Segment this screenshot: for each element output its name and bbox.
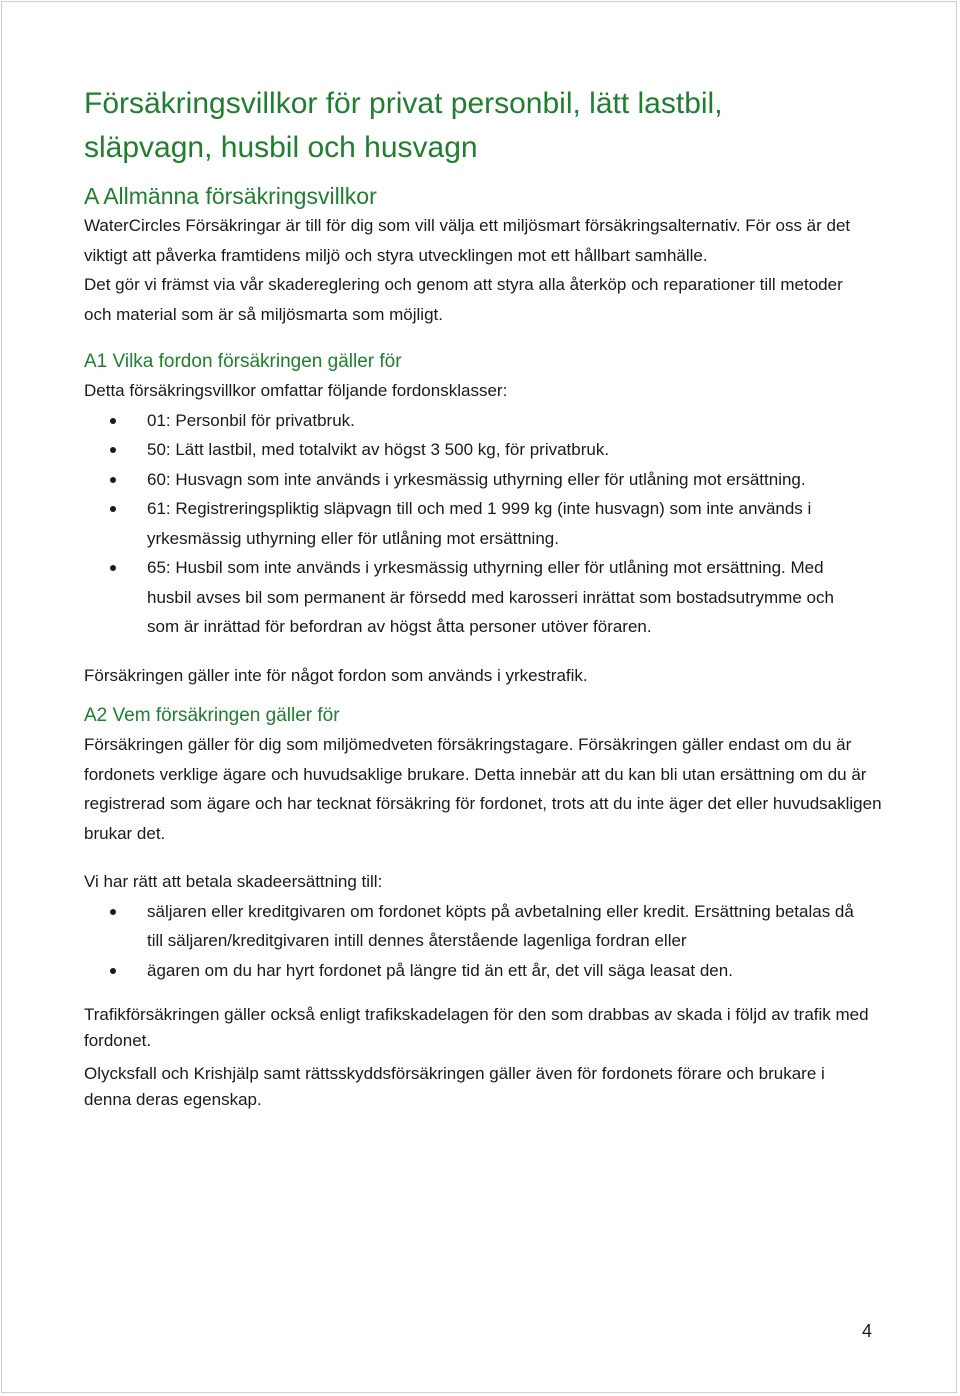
section-a-body: [84, 211, 884, 329]
section-a1-heading: A1 Vilka fordon försäkringen gäller för: [84, 351, 402, 372]
vehicle-class-list: [84, 406, 854, 642]
section-a2-lead: Vi har rätt att betala skadeersättning till:: [84, 872, 383, 891]
document-title: [84, 82, 884, 170]
bullet-icon: [110, 565, 116, 571]
list-item-text: 50: Lätt lastbil, med totalvikt av högst 3 500 kg, för privatbruk.: [147, 440, 610, 459]
page-number: 4: [862, 1321, 873, 1341]
bullet-icon: [110, 477, 116, 483]
list-item: [84, 435, 854, 465]
section-a-intro-1: WaterCircles Försäkringar är till för dig som vill välja ett miljösmart försäkringsalternativ. För oss är det viktigt att påverka framtidens miljö och styra utvecklingen mot ett hållbart samhälle.: [84, 216, 851, 265]
bullet-icon: [110, 447, 116, 453]
list-item: [84, 553, 854, 642]
bullet-icon: [110, 418, 116, 424]
list-item-text: 60: Husvagn som inte används i yrkesmässig uthyrning eller för utlåning mot ersättning.: [147, 469, 806, 489]
list-item: [84, 494, 854, 553]
list-item: [84, 465, 854, 495]
section-a2-heading: A2 Vem försäkringen gäller för: [84, 705, 340, 726]
section-a2-paragraph-2: Trafikförsäkringen gäller också enligt trafikskadelagen för den som drabbas av skada i följd av trafik med fordonet.: [84, 1005, 869, 1050]
list-item: [84, 956, 864, 986]
payee-list: [84, 897, 864, 986]
section-a2-paragraph-1: Försäkringen gäller för dig som miljömedveten försäkringstagare. Försäkringen gäller endast om du är fordonets verklige ägare och huvudsaklige brukare. Detta innebär att du kan bli utan ersättning om du är registrerad som ägare och har tecknat försäkring för fordonet, trots att du inte äger det eller huvudsakligen brukar det.: [84, 735, 882, 843]
bullet-icon: [110, 909, 116, 915]
section-a-intro-2: Det gör vi främst via vår skadereglering och genom att styra alla återköp och reparationer till metoder och material som är så miljösmarta som möjligt.: [84, 275, 843, 324]
section-a-heading: A Allmänna försäkringsvillkor: [84, 183, 377, 209]
list-item-text: säljaren eller kreditgivaren om fordonet köpts på avbetalning eller kredit. Ersättning betalas då till säljaren/kreditgivaren intill dennes återstående lagenliga fordran eller: [147, 901, 854, 950]
bullet-icon: [110, 968, 116, 974]
list-item-text: ägaren om du har hyrt fordonet på längre tid än ett år, det vill säga leasat den.: [147, 960, 733, 980]
list-item-text: 61: Registreringspliktig släpvagn till och med 1 999 kg (inte husvagn) som inte används i yrkesmässig uthyrning eller för utlåning mot ersättning.: [147, 499, 812, 548]
list-item: [84, 406, 854, 436]
title-line-2: släpvagn, husbil och husvagn: [84, 131, 478, 164]
title-line-1: Försäkringsvillkor för privat personbil, lätt lastbil,: [84, 87, 723, 120]
section-a2-paragraph-3: Olycksfall och Krishjälp samt rättsskyddsförsäkringen gäller även för fordonets förare och brukare i denna deras egenskap.: [84, 1064, 825, 1109]
list-item: [84, 897, 864, 956]
document-body: [84, 82, 884, 1113]
section-a1-note: Försäkringen gäller inte för något fordon som används i yrkestrafik.: [84, 665, 588, 685]
list-item-text: 01: Personbil för privatbruk.: [147, 410, 355, 430]
list-item-text: 65: Husbil som inte används i yrkesmässig uthyrning eller för utlåning mot ersättning. Med husbil avses bil som permanent är försedd med karosseri inrättat som bostadsutrymme och som är inrättad för befordran av högst åtta personer utöver föraren.: [147, 558, 834, 636]
section-a1-lead: Detta försäkringsvillkor omfattar följande fordonsklasser:: [84, 381, 508, 400]
bullet-icon: [110, 506, 116, 512]
